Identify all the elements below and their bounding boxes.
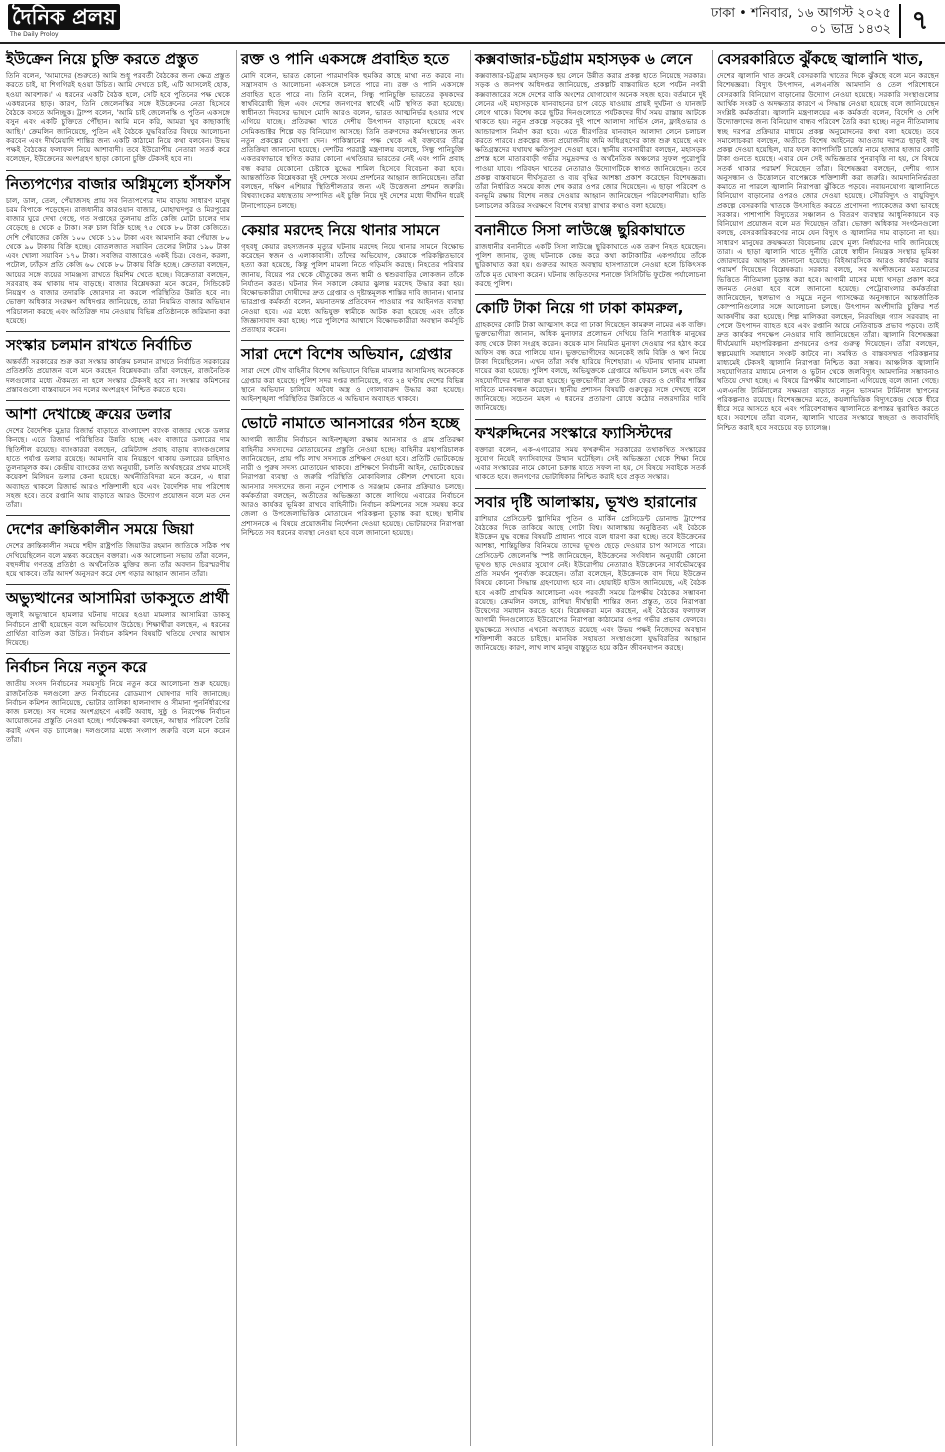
- news-article: [2, 589, 234, 647]
- article-headline[interactable]: কেয়ার মরদেহ নিয়ে থানার সামনে: [241, 220, 440, 239]
- article-body: রাশিয়ার প্রেসিডেন্ট ভ্লাদিমির পুতিন ও মার্কিন প্রেসিডেন্ট ডোনাল্ড ট্রাম্পের বৈঠকের দিকে তাকিয়ে আছে গোটা বিশ্ব। আলাস্কায় অনুষ্ঠিতব্য এই বৈঠকে ইউক্রেন যুদ্ধ বন্ধের বিষয়টি প্রাধান্য পাবে বলে ধারণা করা হচ্ছে। তবে ইউক্রেনের আশঙ্কা, শান্তিচুক্তির বিনিময়ে তাদের ভূখণ্ড ছেড়ে দেওয়ার চাপ আসতে পারে। প্রেসিডেন্ট জেলেনস্কি স্পষ্ট জানিয়েছেন, ইউক্রেনের সংবিধান অনুযায়ী কোনো ভূখণ্ড ছাড় দেওয়ার সুযোগ নেই। ইউরোপীয় নেতারাও ইউক্রেনের সার্বভৌমত্বের প্রতি সমর্থন পুনর্ব্যক্ত করেছেন। তাঁরা বলেছেন, ইউক্রেনকে বাদ দিয়ে ইউক্রেন বিষয়ে কোনো সিদ্ধান্ত গ্রহণযোগ্য হবে না। হোয়াইট হাউস জানিয়েছে, এই বৈঠক হবে একটি প্রাথমিক আলোচনা এবং পরবর্তী সময়ে ত্রিপক্ষীয় বৈঠকের সম্ভাবনা রয়েছে। ক্রেমলিন বলছে, রাশিয়া দীর্ঘস্থায়ী শান্তির জন্য প্রস্তুত, তবে নিরাপত্তা উদ্বেগের সমাধান করতে হবে। বিশ্লেষকরা মনে করছেন, এই বৈঠকের ফলাফল আগামী দিনগুলোতে ইউরোপের নিরাপত্তা কাঠামোর ওপর গভীর প্রভাব ফেলবে। যুদ্ধক্ষেত্রে সংঘাত এখনো অব্যাহত রয়েছে এবং উভয় পক্ষই নিজেদের অবস্থান শক্তিশালী করতে চাইছে। মানবিক সহায়তা সংস্থাগুলো যুদ্ধবিরতির আহ্বান জানিয়েছে। কারণ, লাখ লাখ মানুষ বাস্তুচ্যুত হয়ে কঠিন জীবনযাপন করছে।: [475, 513, 706, 652]
- date-bangla: ০১ ভাদ্র ১৪৩২: [809, 22, 891, 37]
- logo-text: দৈনিক প্রলয়: [8, 4, 120, 30]
- article-headline[interactable]: রক্ত ও পানি একসঙ্গে প্রবাহিত হতে: [241, 50, 450, 68]
- article-body: রাজধানীর বনানীতে একটি সিসা লাউঞ্জে ছুরিকাঘাতে এক তরুণ নিহত হয়েছেন। পুলিশ জানায়, তুচ্ছ ঘটনাকে কেন্দ্র করে কথা কাটাকাটির একপর্যায়ে তাঁকে ছুরিকাঘাত করা হয়। গুরুতর আহত অবস্থায় হাসপাতালে নেওয়া হলে চিকিৎসক তাঁকে মৃত ঘোষণা করেন। ঘটনায় জড়িতদের শনাক্তে সিসিটিভি ফুটেজ পর্যালোচনা করছে পুলিশ।: [475, 241, 706, 288]
- dateline: [631, 6, 891, 38]
- article-divider: [241, 340, 464, 341]
- masthead: [0, 0, 945, 44]
- news-column-1: [2, 50, 234, 1446]
- news-column-4: [712, 50, 943, 1446]
- news-article: [713, 50, 943, 432]
- article-body: গৃহবধূ কেয়ার রহস্যজনক মৃত্যুর ঘটনায় মরদেহ নিয়ে থানার সামনে বিক্ষোভ করেছেন স্বজন ও এলাকাবাসী। তাঁদের অভিযোগ, কেয়াকে পরিকল্পিতভাবে হত্যা করা হয়েছে, কিন্তু পুলিশ মামলা নিতে গড়িমসি করছে। নিহতের পরিবার জানায়, বিয়ের পর থেকে যৌতুকের জন্য স্বামী ও শ্বশুরবাড়ির লোকজন তাঁকে নির্যাতন করত। ঘটনার দিন সকালে কেয়ার ঝুলন্ত মরদেহ উদ্ধার করা হয়। বিক্ষোভকারীরা দোষীদের দ্রুত গ্রেপ্তার ও দৃষ্টান্তমূলক শাস্তির দাবি জানান। থানার ভারপ্রাপ্ত কর্মকর্তা বলেন, ময়নাতদন্ত প্রতিবেদন পাওয়ার পর আইনগত ব্যবস্থা নেওয়া হবে। এর মধ্যে অভিযুক্ত স্বামীকে আটক করা হয়েছে এবং তাঁকে জিজ্ঞাসাবাদ করা হচ্ছে। পরে পুলিশের আশ্বাসে বিক্ষোভকারীরা অবস্থান কর্মসূচি প্রত্যাহার করেন।: [241, 241, 464, 334]
- news-article: [2, 405, 234, 509]
- news-article: [237, 221, 468, 335]
- article-body: সারা দেশে যৌথ বাহিনীর বিশেষ অভিযানে বিভিন্ন মামলার আসামিসহ অনেককে গ্রেপ্তার করা হয়েছে। পুলিশ সদর দপ্তর জানিয়েছে, গত ২৪ ঘণ্টায় দেশের বিভিন্ন স্থানে অভিযান চালিয়ে অবৈধ অস্ত্র ও গোলাবারুদ উদ্ধার করা হয়েছে। আইনশৃঙ্খলা পরিস্থিতির উন্নতিতে এ অভিযান অব্যাহত থাকবে।: [241, 366, 464, 403]
- article-headline[interactable]: সারা দেশে বিশেষ অভিযান, গ্রেপ্তার: [241, 345, 452, 364]
- article-body: অন্তর্বর্তী সরকারের শুরু করা সংস্কার কার্যক্রম চলমান রাখতে নির্বাচিত সরকারের প্রতিশ্রুতি প্রয়োজন বলে মনে করছেন বিশ্লেষকরা। তাঁরা বলছেন, রাজনৈতিক দলগুলোর মধ্যে ঐকমত্য না হলে সংস্কার টেকসই হবে না। সংস্কার কমিশনের প্রস্তাবগুলো বাস্তবায়নে সব দলের অংশগ্রহণ নিশ্চিত করতে হবে।: [6, 357, 230, 394]
- article-headline[interactable]: ইউক্রেন নিয়ে চুক্তি করতে প্রস্তুত: [6, 50, 199, 68]
- article-headline[interactable]: ভোটে নামাতে আনসারের গঠন হচ্ছে: [241, 414, 460, 433]
- logo-subtitle: The Daily Proloy: [10, 31, 59, 38]
- page-number: ৭: [899, 4, 939, 38]
- article-body: কক্সবাজার-চট্টগ্রাম মহাসড়ক ছয় লেনে উন্নীত করার প্রকল্প হাতে নিয়েছে সরকার। সড়ক ও জনপথ অধিদপ্তর জানিয়েছে, প্রকল্পটি বাস্তবায়িত হলে পর্যটন নগরী কক্সবাজারের সঙ্গে দেশের বাকি অংশের যোগাযোগ অনেক সহজ হবে। বর্তমানে দুই লেনের এই মহাসড়কে যানবাহনের চাপ বেড়ে যাওয়ায় প্রায়ই দুর্ঘটনা ও যানজট লেগে থাকে। বিশেষ করে ছুটির দিনগুলোতে পর্যটকদের দীর্ঘ সময় রাস্তায় আটকে থাকতে হয়। নতুন প্রকল্পে সড়কের দুই পাশে আলাদা সার্ভিস লেন, ফ্লাইওভার ও আন্ডারপাস নির্মাণ করা হবে। এতে ধীরগতির যানবাহন আলাদা লেনে চলাচল করতে পারবে। প্রকল্পের জন্য প্রয়োজনীয় জমি অধিগ্রহণের কাজ শুরু হয়েছে এবং ক্ষতিগ্রস্তদের যথাযথ ক্ষতিপূরণ দেওয়া হবে। স্থানীয় ব্যবসায়ীরা বলছেন, মহাসড়ক প্রশস্ত হলে মাতারবাড়ী গভীর সমুদ্রবন্দর ও অর্থনৈতিক অঞ্চলের সুফল পুরোপুরি পাওয়া যাবে। পরিবহন খাতের নেতারাও উদ্যোগটিকে স্বাগত জানিয়েছেন। তবে প্রকল্প বাস্তবায়নে দীর্ঘসূত্রতা ও ব্যয় বৃদ্ধির আশঙ্কা প্রকাশ করেছেন বিশেষজ্ঞরা। তাঁরা নির্ধারিত সময়ে কাজ শেষ করার ওপর জোর দিয়েছেন। এ ছাড়া পরিবেশ ও বনভূমি রক্ষায় বিশেষ নজর দেওয়ার আহ্বান জানিয়েছেন পরিবেশবাদীরা। হাতি চলাচলের করিডর সংরক্ষণে বিশেষ ব্যবস্থা রাখার কথাও বলা হয়েছে।: [475, 71, 706, 210]
- article-body: দেশের ক্রান্তিকালীন সময়ে শহীদ রাষ্ট্রপতি জিয়াউর রহমান জাতিকে সঠিক পথ দেখিয়েছিলেন বলে মন্তব্য করেছেন বক্তারা। এক আলোচনা সভায় তাঁরা বলেন, বহুদলীয় গণতন্ত্র প্রতিষ্ঠা ও অর্থনৈতিক মুক্তির জন্য তাঁর অবদান চিরস্মরণীয় হয়ে থাকবে। তাঁর আদর্শ অনুসরণ করে দেশ গড়ার আহ্বান জানান তাঁরা।: [6, 541, 230, 578]
- article-body: জুলাই অভ্যুত্থানে হামলার ঘটনায় দায়ের হওয়া মামলার আসামিরা ডাকসু নির্বাচনে প্রার্থী হয়েছেন বলে অভিযোগ উঠেছে। শিক্ষার্থীরা বলছেন, এ ধরনের প্রার্থিতা বাতিল করা উচিত। নির্বাচন কমিশন বিষয়টি খতিয়ে দেখার আশ্বাস দিয়েছে।: [6, 610, 230, 647]
- article-divider: [6, 515, 230, 516]
- article-headline[interactable]: নির্বাচন নিয়ে নতুন করে: [6, 658, 147, 677]
- article-body: গ্রাহকদের কোটি টাকা আত্মসাৎ করে গা ঢাকা দিয়েছেন কামরুল নামের এক ব্যক্তি। ভুক্তভোগীরা জানান, অধিক মুনাফার প্রলোভন দেখিয়ে তিনি শতাধিক মানুষের কাছ থেকে টাকা সংগ্রহ করেন। কয়েক মাস নিয়মিত মুনাফা দেওয়ার পর হঠাৎ করে অফিস বন্ধ করে পালিয়ে যান। ভুক্তভোগীদের অনেকেই জমি বিক্রি ও ঋণ নিয়ে টাকা দিয়েছিলেন। এখন তাঁরা সর্বস্ব হারিয়ে দিশেহারা। এ ঘটনায় থানায় মামলা দায়ের করা হয়েছে। পুলিশ বলছে, অভিযুক্তকে গ্রেপ্তারে অভিযান চলছে এবং তাঁর সহযোগীদের শনাক্ত করা হয়েছে। ভুক্তভোগীরা দ্রুত টাকা ফেরত ও দোষীর শাস্তির দাবিতে মানববন্ধন করেছেন। স্থানীয় প্রশাসন বিষয়টি গুরুত্বের সঙ্গে দেখছে বলে জানিয়েছে। সচেতন মহল এ ধরনের প্রতারণা রোধে কঠোর নজরদারির দাবি জানিয়েছে।: [475, 320, 706, 413]
- article-divider: [6, 170, 230, 171]
- article-headline[interactable]: কোটি টাকা নিয়ে গা ঢাকা কামরুল,: [475, 299, 684, 317]
- article-body: জাতীয় সংসদ নির্বাচনের সময়সূচি নিয়ে নতুন করে আলোচনা শুরু হয়েছে। রাজনৈতিক দলগুলো দ্রুত নির্বাচনের রোডম্যাপ ঘোষণার দাবি জানাচ্ছে। নির্বাচন কমিশন জানিয়েছে, ভোটার তালিকা হালনাগাদ ও সীমানা পুনর্নির্ধারণের কাজ চলছে। সব দলের অংশগ্রহণে একটি অবাধ, সুষ্ঠু ও নিরপেক্ষ নির্বাচন আয়োজনের প্রস্তুতি নেওয়া হচ্ছে। পর্যবেক্ষকরা বলছেন, আস্থার পরিবেশ তৈরি করাই এখন বড় চ্যালেঞ্জ। দলগুলোর মধ্যে সংলাপ জরুরি বলে মনে করেন তাঁরা।: [6, 679, 230, 744]
- article-divider: [6, 331, 230, 332]
- news-article: [2, 520, 234, 578]
- article-divider: [475, 419, 706, 420]
- news-column-2: [236, 50, 468, 1446]
- news-article: [2, 336, 234, 394]
- news-article: [237, 414, 468, 537]
- news-article: [237, 345, 468, 403]
- article-headline[interactable]: ফখরুদ্দিনের সংস্কারে ফ্যাসিস্টদের: [475, 423, 672, 442]
- article-divider: [6, 584, 230, 585]
- article-divider: [241, 409, 464, 410]
- article-body: দেশের জ্বালানি খাত ক্রমেই বেসরকারি খাতের দিকে ঝুঁকছে বলে মনে করছেন বিশেষজ্ঞরা। বিদ্যুৎ উৎপাদন, এলএনজি আমদানি ও তেল পরিশোধনে বেসরকারি বিনিয়োগ বাড়ানোর উদ্যোগ নেওয়া হয়েছে। সরকারি সংস্থাগুলোর আর্থিক সংকট ও অদক্ষতার কারণে এ সিদ্ধান্ত নেওয়া হয়েছে বলে জানিয়েছেন সংশ্লিষ্ট কর্মকর্তারা। জ্বালানি মন্ত্রণালয়ের এক কর্মকর্তা বলেন, বিদেশি ও দেশি উদ্যোক্তাদের জন্য বিনিয়োগ বান্ধব পরিবেশ তৈরি করা হচ্ছে। নতুন নীতিমালায় স্বচ্ছ দরপত্র প্রক্রিয়ার মাধ্যমে প্রকল্প অনুমোদনের কথা বলা হয়েছে। তবে সমালোচকরা বলছেন, অতীতে বিশেষ আইনের আওতায় দরপত্র ছাড়াই বহু প্রকল্প দেওয়া হয়েছিল, যার ফলে ক্যাপাসিটি চার্জের নামে হাজার হাজার কোটি টাকা গুনতে হয়েছে। এবার যেন সেই অভিজ্ঞতার পুনরাবৃত্তি না হয়, সে বিষয়ে সতর্ক থাকার পরামর্শ দিয়েছেন তাঁরা। বিশেষজ্ঞরা বলছেন, দেশীয় গ্যাস অনুসন্ধান ও উত্তোলনে বাপেক্সকে শক্তিশালী করা জরুরি। আমদানিনির্ভরতা কমাতে না পারলে জ্বালানি নিরাপত্তা ঝুঁকিতে পড়বে। নবায়নযোগ্য জ্বালানিতে বিনিয়োগ বাড়ানোর ওপরও জোর দেওয়া হয়েছে। সৌরবিদ্যুৎ ও বায়ুবিদ্যুৎ প্রকল্পে বেসরকারি খাতকে উৎসাহিত করতে প্রণোদনা প্যাকেজের কথা ভাবছে সরকার। পাশাপাশি বিদ্যুতের সঞ্চালন ও বিতরণ ব্যবস্থার আধুনিকায়নে বড় বিনিয়োগ প্রয়োজন বলে মত দিয়েছেন তাঁরা। ভোক্তা অধিকার সংগঠনগুলো বলছে, বেসরকারিকরণের নামে যেন বিদ্যুৎ ও জ্বালানির দাম বাড়ানো না হয়। সাধারণ মানুষের ক্রয়ক্ষমতা বিবেচনায় রেখে মূল্য নির্ধারণের দাবি জানিয়েছে তারা। এ ছাড়া জ্বালানি খাতে দুর্নীতি রোধে স্বাধীন নিয়ন্ত্রক সংস্থার ভূমিকা জোরদারের আহ্বান জানানো হয়েছে। বিইআরসিকে আরও কার্যকর করার পরামর্শ দিয়েছেন বিশ্লেষকরা। সরকার বলছে, সব অংশীজনের মতামতের ভিত্তিতে নীতিমালা চূড়ান্ত করা হবে। আগামী মাসের মধ্যে খসড়া প্রকাশ করে জনমত নেওয়া হবে বলে জানানো হয়েছে। পেট্রোবাংলার কর্মকর্তারা জানিয়েছেন, স্থলভাগ ও সমুদ্রে নতুন গ্যাসক্ষেত্র অনুসন্ধানে আন্তর্জাতিক কোম্পানিগুলোর সঙ্গে আলোচনা চলছে। উৎপাদন অংশীদারি চুক্তির শর্ত আকর্ষণীয় করা হয়েছে। শিল্প মালিকরা বলছেন, নিরবচ্ছিন্ন গ্যাস সরবরাহ না পেলে উৎপাদন ব্যাহত হবে এবং রপ্তানি আয়ে নেতিবাচক প্রভাব পড়বে। তাই দ্রুত কার্যকর পদক্ষেপ নেওয়ার দাবি জানিয়েছেন তাঁরা। জ্বালানি বিশেষজ্ঞরা দীর্ঘমেয়াদি মহাপরিকল্পনা প্রণয়নের ওপর গুরুত্ব দিয়েছেন। তাঁরা বলছেন, স্বল্পমেয়াদি সমাধানে সংকট কাটবে না। সমন্বিত ও বাস্তবসম্মত পরিকল্পনার মাধ্যমেই টেকসই জ্বালানি নিরাপত্তা নিশ্চিত করা সম্ভব। আঞ্চলিক জ্বালানি সহযোগিতার মাধ্যমে নেপাল ও ভুটান থেকে জলবিদ্যুৎ আমদানির সম্ভাবনাও খতিয়ে দেখা হচ্ছে। এ বিষয়ে ত্রিপক্ষীয় আলোচনা এগিয়েছে বলে জানা গেছে। এলএনজি টার্মিনালের সক্ষমতা বাড়াতে নতুন ভাসমান টার্মিনাল স্থাপনের পরিকল্পনাও রয়েছে। বিশেষজ্ঞদের মতে, কয়লাভিত্তিক বিদ্যুৎকেন্দ্র থেকে ধীরে ধীরে সরে আসতে হবে এবং পরিবেশবান্ধব জ্বালানিতে রূপান্তর ত্বরান্বিত করতে হবে। সবশেষে তাঁরা বলেন, জ্বালানি খাতের সংস্কারে স্বচ্ছতা ও জবাবদিহি নিশ্চিত করাই হবে সবচেয়ে বড় চ্যালেঞ্জ।: [717, 71, 939, 432]
- article-headline[interactable]: বনানীতে সিসা লাউঞ্জে ছুরিকাঘাতে: [475, 220, 685, 239]
- article-headline[interactable]: নিত্যপণ্যের বাজার অগ্নিমূল্যে হাঁসফাঁস: [6, 174, 231, 193]
- news-column-3: [470, 50, 710, 1446]
- article-divider: [6, 400, 230, 401]
- article-body: বক্তারা বলেন, এক-এগারোর সময় ফখরুদ্দীন সরকারের তথাকথিত সংস্কারের সুযোগ নিয়েই ফ্যাসিবাদের উত্থান ঘটেছিল। সেই অভিজ্ঞতা থেকে শিক্ষা নিয়ে এবার সংস্কারের নামে কোনো চক্রান্ত যাতে সফল না হয়, সে বিষয়ে সবাইকে সতর্ক থাকতে হবে। জনগণের ভোটাধিকার নিশ্চিত করাই হবে প্রকৃত সংস্কার।: [475, 444, 706, 482]
- article-divider: [475, 294, 706, 295]
- article-headline[interactable]: আশা দেখাচ্ছে ক্রয়ের ডলার: [6, 405, 172, 423]
- article-body: দেশের বৈদেশিক মুদ্রার রিজার্ভ বাড়াতে বাংলাদেশ ব্যাংক বাজার থেকে ডলার কিনছে। এতে রিজার্ভ পরিস্থিতির উন্নতি হচ্ছে এবং বাজারে ডলারের দাম স্থিতিশীল রয়েছে। ব্যাংকাররা বলছেন, রেমিট্যান্স প্রবাহ বাড়ায় ব্যাংকগুলোর হাতে পর্যাপ্ত ডলার রয়েছে। আমদানি ব্যয় নিয়ন্ত্রণে থাকায় ডলারের চাহিদাও তুলনামূলক কম। কেন্দ্রীয় ব্যাংকের তথ্য অনুযায়ী, চলতি অর্থবছরের প্রথম মাসেই কয়েকশ মিলিয়ন ডলার কেনা হয়েছে। অর্থনীতিবিদরা মনে করেন, এ ধারা অব্যাহত থাকলে রিজার্ভ আরও শক্তিশালী হবে এবং বৈদেশিক দায় পরিশোধ সহজ হবে। তবে রপ্তানি আয় বাড়াতে আরও উদ্যোগ প্রয়োজন বলে মত দেন তাঁরা।: [6, 426, 230, 509]
- news-article: [237, 50, 468, 210]
- news-article: [471, 299, 710, 413]
- article-divider: [475, 488, 706, 489]
- article-headline[interactable]: কক্সবাজার-চট্টগ্রাম মহাসড়ক ৬ লেনে: [475, 50, 693, 68]
- article-headline[interactable]: দেশের ক্রান্তিকালীন সময়ে জিয়া: [6, 520, 194, 539]
- article-headline[interactable]: বেসরকারিতে ঝুঁকছে জ্বালানি খাত,: [717, 50, 924, 68]
- article-headline[interactable]: সবার দৃষ্টি আলাস্কায়, ভূখণ্ড হারানোর: [475, 492, 697, 511]
- article-headline[interactable]: সংস্কার চলমান রাখতে নির্বাচিত: [6, 336, 192, 354]
- news-article: [471, 424, 710, 482]
- news-article: [2, 658, 234, 744]
- article-divider: [241, 216, 464, 217]
- article-headline[interactable]: অভ্যুত্থানের আসামিরা ডাকসুতে প্রার্থী: [6, 589, 229, 608]
- news-article: [2, 175, 234, 326]
- article-body: তিনি বলেন, 'আমাদের (শুরুতে) আমি শুধু পরবর্তী বৈঠকের জন্য ক্ষেত্র প্রস্তুত করতে চাই, যা শিগগিরই হওয়া উচিত। আমি দেখতে চাই, এটি আসলেই হোক, হওয়া আবশ্যক।' এ ধরনের একটি বৈঠক হলে, সেটি হবে পুতিনের পক্ষ থেকে একধরনের ছাড়। কারণ, তিনি জেলেনস্কির সঙ্গে ইউক্রেনের নেতা হিসেবে বৈঠকে বসতে অনিচ্ছুক। ট্রাম্প বলেন, 'আমি চাই জেলেনস্কি ও পুতিন একসঙ্গে বসুন এবং একটি চুক্তিতে পৌঁছান। আমি মনে করি, আমরা খুব কাছাকাছি আছি।' ক্রেমলিন জানিয়েছে, পুতিন এই বৈঠকে যুদ্ধবিরতির বিষয়ে আলোচনা করবেন এবং দীর্ঘমেয়াদি শান্তির জন্য একটি কাঠামো নিয়ে কথা বলবেন। উভয় পক্ষই বৈঠকের ফলাফল নিয়ে আশাবাদী। তবে ইউরোপীয় নেতারা সতর্ক করে বলেছেন, ইউক্রেনের অংশগ্রহণ ছাড়া কোনো চুক্তি টেকসই হবে না।: [6, 71, 230, 164]
- newspaper-logo[interactable]: [8, 4, 134, 38]
- date-english: ঢাকা • শনিবার, ১৬ আগস্ট ২০২৫: [711, 6, 891, 21]
- news-article: [2, 50, 234, 164]
- article-body: আগামী জাতীয় নির্বাচনে আইনশৃঙ্খলা রক্ষায় আনসার ও গ্রাম প্রতিরক্ষা বাহিনীর সদস্যদের মোতায়েনের প্রস্তুতি নেওয়া হচ্ছে। বাহিনীর মহাপরিচালক জানিয়েছেন, প্রায় পাঁচ লাখ সদস্যকে প্রশিক্ষণ দেওয়া হবে। প্রতিটি ভোটকেন্দ্রে নারী ও পুরুষ সদস্য মোতায়েন থাকবে। প্রশিক্ষণে নির্বাচনী আইন, ভোটকেন্দ্রের নিরাপত্তা ব্যবস্থা ও জরুরি পরিস্থিতি মোকাবিলার কৌশল শেখানো হবে। আনসার সদস্যদের জন্য নতুন পোশাক ও সরঞ্জাম কেনার প্রক্রিয়াও চলছে। কর্মকর্তারা বলছেন, অতীতের অভিজ্ঞতা কাজে লাগিয়ে এবারের নির্বাচনে আরও কার্যকর ভূমিকা রাখবে বাহিনীটি। নির্বাচন কমিশনের সঙ্গে সমন্বয় করে জেলা ও উপজেলাভিত্তিক মোতায়েন পরিকল্পনা চূড়ান্ত করা হচ্ছে। স্থানীয় প্রশাসনকে এ বিষয়ে প্রয়োজনীয় নির্দেশনা দেওয়া হয়েছে। ভোটারদের নিরাপত্তা নিশ্চিতে সব ধরনের ব্যবস্থা নেওয়া হবে বলে জানানো হয়েছে।: [241, 435, 464, 537]
- news-article: [471, 50, 710, 210]
- article-divider: [475, 216, 706, 217]
- article-body: চাল, ডাল, তেল, পেঁয়াজসহ প্রায় সব নিত্যপণ্যের দাম বাড়ায় সাধারণ মানুষ চরম বিপাকে পড়েছেন। রাজধানীর কারওয়ান বাজার, মোহাম্মদপুর ও মিরপুরের বাজার ঘুরে দেখা গেছে, গত সপ্তাহের তুলনায় প্রতি কেজি মোটা চালের দাম বেড়েছে ৪ থেকে ৫ টাকা। সরু চাল বিক্রি হচ্ছে ৭৫ থেকে ৮০ টাকা কেজিতে। দেশি পেঁয়াজের কেজি ১০০ থেকে ১১০ টাকা এবং আমদানি করা পেঁয়াজ ৮০ থেকে ৯০ টাকায় বিক্রি হচ্ছে। বোতলজাত সয়াবিন তেলের লিটার ১৯০ টাকা এবং খোলা সয়াবিন ১৭০ টাকা। সবজির বাজারেও একই চিত্র। বেগুন, করলা, পটোল, ঢ্যাঁড়স প্রতি কেজি ৬০ থেকে ৮০ টাকায় বিক্রি হচ্ছে। ক্রেতারা বলছেন, আয়ের সঙ্গে ব্যয়ের সামঞ্জস্য রাখতে হিমশিম খেতে হচ্ছে। বিক্রেতারা বলছেন, সরবরাহ কম থাকায় দাম বাড়ছে। বাজার বিশ্লেষকরা মনে করেন, সিন্ডিকেট নিয়ন্ত্রণ ও বাজার তদারকি জোরদার না করলে পরিস্থিতির উন্নতি হবে না। ভোক্তা অধিকার সংরক্ষণ অধিদপ্তর জানিয়েছে, তারা নিয়মিত বাজার অভিযান পরিচালনা করছে এবং অতিরিক্ত দাম নেওয়ায় বিভিন্ন প্রতিষ্ঠানকে জরিমানা করা হয়েছে।: [6, 195, 230, 325]
- article-body: মোদি বলেন, ভারত কোনো পারমাণবিক হুমকির কাছে মাথা নত করবে না। সন্ত্রাসবাদ ও আলোচনা একসঙ্গে চলতে পারে না। রক্ত ও পানি একসঙ্গে প্রবাহিত হতে পারে না। তিনি বলেন, সিন্ধু পানিচুক্তি ভারতের কৃষকদের স্বার্থবিরোধী ছিল এবং দেশের জনগণের স্বার্থেই এটি স্থগিত করা হয়েছে। স্বাধীনতা দিবসের ভাষণে মোদি আরও বলেন, ভারত আত্মনির্ভর হওয়ার পথে এগিয়ে যাচ্ছে। প্রতিরক্ষা খাতে দেশীয় উৎপাদন বাড়ানো হয়েছে এবং সেমিকন্ডাক্টর শিল্পে বড় বিনিয়োগ আসছে। তিনি তরুণদের কর্মসংস্থানের জন্য নতুন প্রকল্পের ঘোষণা দেন। পাকিস্তানের পক্ষ থেকে এই বক্তব্যের তীব্র প্রতিক্রিয়া জানানো হয়েছে। দেশটির পররাষ্ট্র মন্ত্রণালয় বলেছে, সিন্ধু পানিচুক্তি একতরফাভাবে স্থগিত করার কোনো এখতিয়ার ভারতের নেই এবং পানি প্রবাহ বন্ধ করার যেকোনো চেষ্টাকে যুদ্ধের শামিল হিসেবে বিবেচনা করা হবে। আন্তর্জাতিক বিশ্লেষকরা দুই দেশকে সংযম প্রদর্শনের আহ্বান জানিয়েছেন। তাঁরা বলছেন, দক্ষিণ এশিয়ার স্থিতিশীলতার জন্য এই উত্তেজনা প্রশমন জরুরি। বিশ্বব্যাংকের মধ্যস্থতায় সম্পাদিত এই চুক্তি নিয়ে দুই দেশের মধ্যে দীর্ঘদিন ধরেই টানাপোড়েন চলছে।: [241, 71, 464, 210]
- news-article: [471, 493, 710, 653]
- article-divider: [6, 653, 230, 654]
- news-article: [471, 221, 710, 288]
